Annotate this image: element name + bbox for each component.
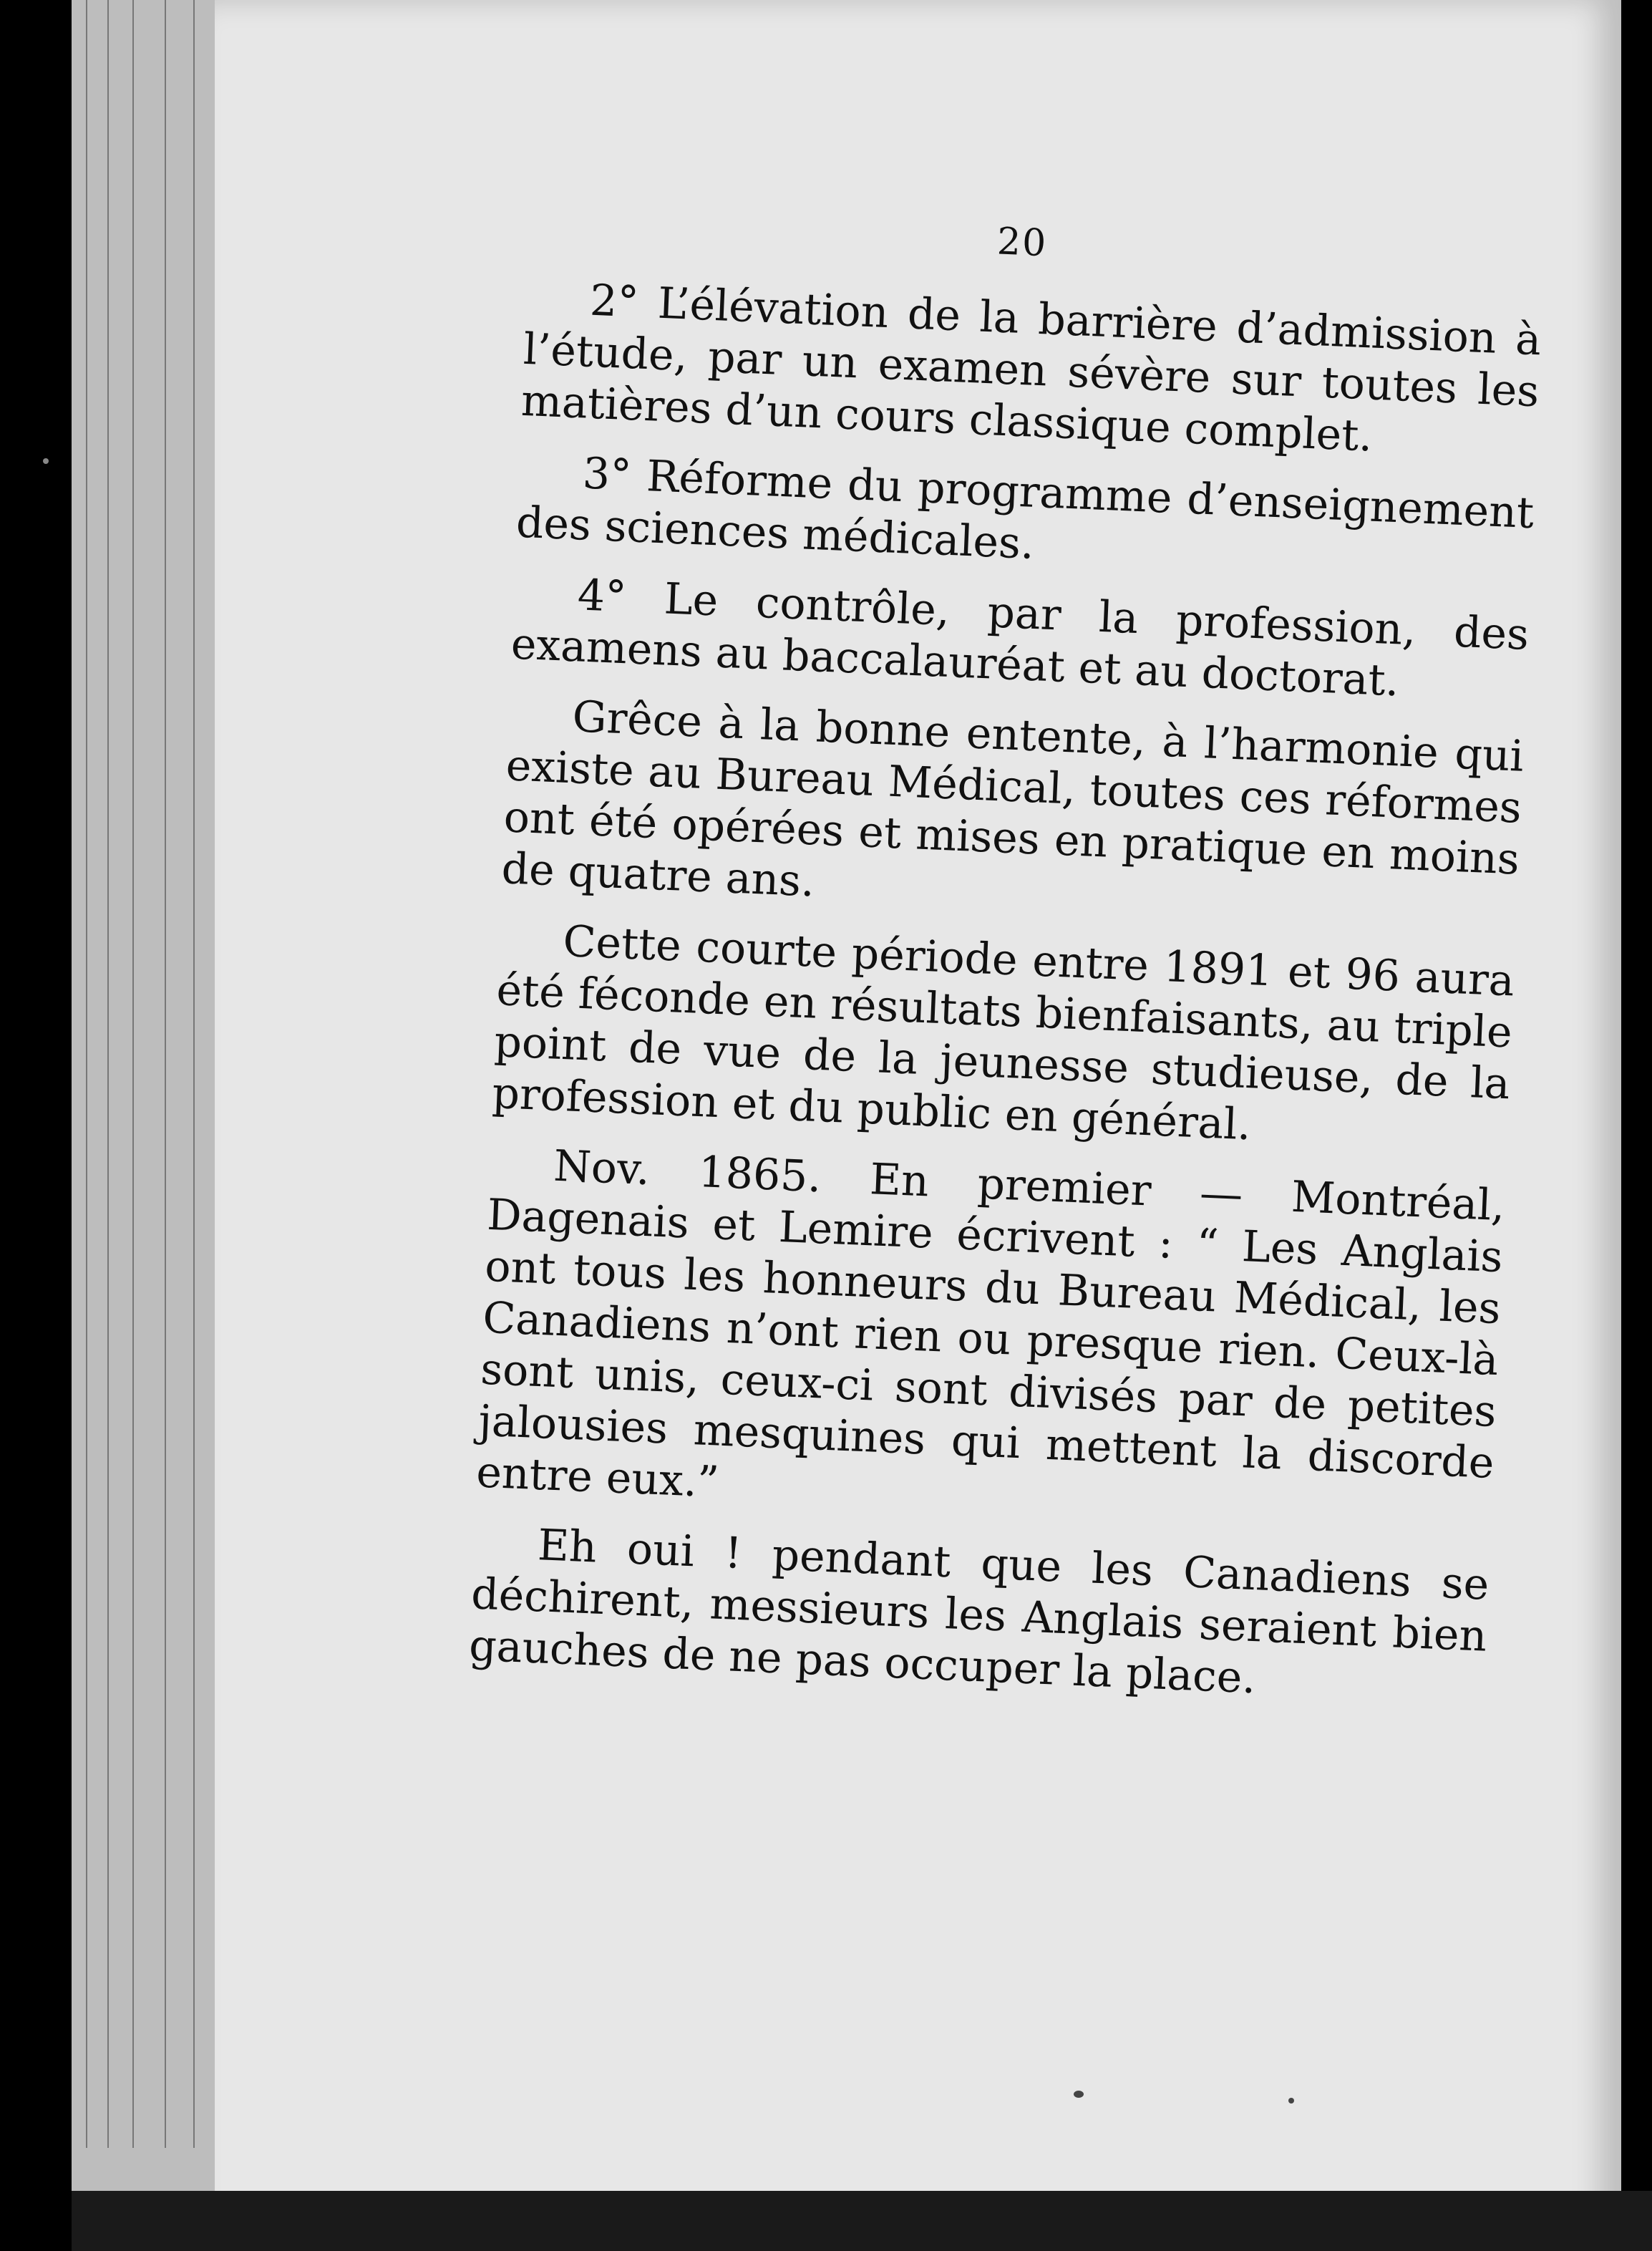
dust-speck [1288,2098,1294,2104]
page-text [467,200,1545,1733]
dark-border-right [1621,0,1652,2251]
dust-speck [1074,2091,1084,2098]
paragraph: 2° L’élévation de la barrière d’admission à l’étude, par un examen sévère sur toutes les matières d’un cours classique complet. [520,275,1542,462]
paragraph: Eh oui ! pendant que les Canadiens se déchirent, messieurs les Anglais seraient bien gauches de ne pas occuper la place. [467,1520,1490,1704]
dark-border-bottom [72,2191,1652,2251]
paragraph: 4° Le contrôle, par la profession, des examens au baccalauréat et au doctorat. [510,570,1530,707]
page-edge-line [193,0,195,2148]
page-edge-line [132,0,134,2148]
page-edge-line [165,0,166,2148]
page-edge-line [86,0,87,2148]
page-edge-line [107,0,109,2148]
page-number: 20 [996,220,1049,266]
paragraph: Grêce à la bonne entente, à l’harmonie qui existe au Bureau Médical, toutes ces réformes ont été opérées et mises en pratique en moins de quatre ans. [500,692,1525,907]
dust-speck [43,458,49,464]
paragraph: Cette courte période entre 1891 et 96 aura été féconde en résultats bienfaisants, au triple point de vue de la jeunesse studieuse, de la profession et du public en général. [491,916,1516,1151]
paragraph: Nov. 1865. En premier — Montréal, Dagenais et Lemire écrivent : “ Les Anglais ont tous les honneurs du Bureau Médical, les Canadiens n’ont rien ou presque rien. Ceux-là sont unis, ceux-ci sont divisés par de petites jalousies mesquines qui mettent la discorde entre eux.” [475,1141,1506,1508]
paragraph: 3° Réforme du programme d’enseignement des sciences médicales. [515,448,1535,569]
